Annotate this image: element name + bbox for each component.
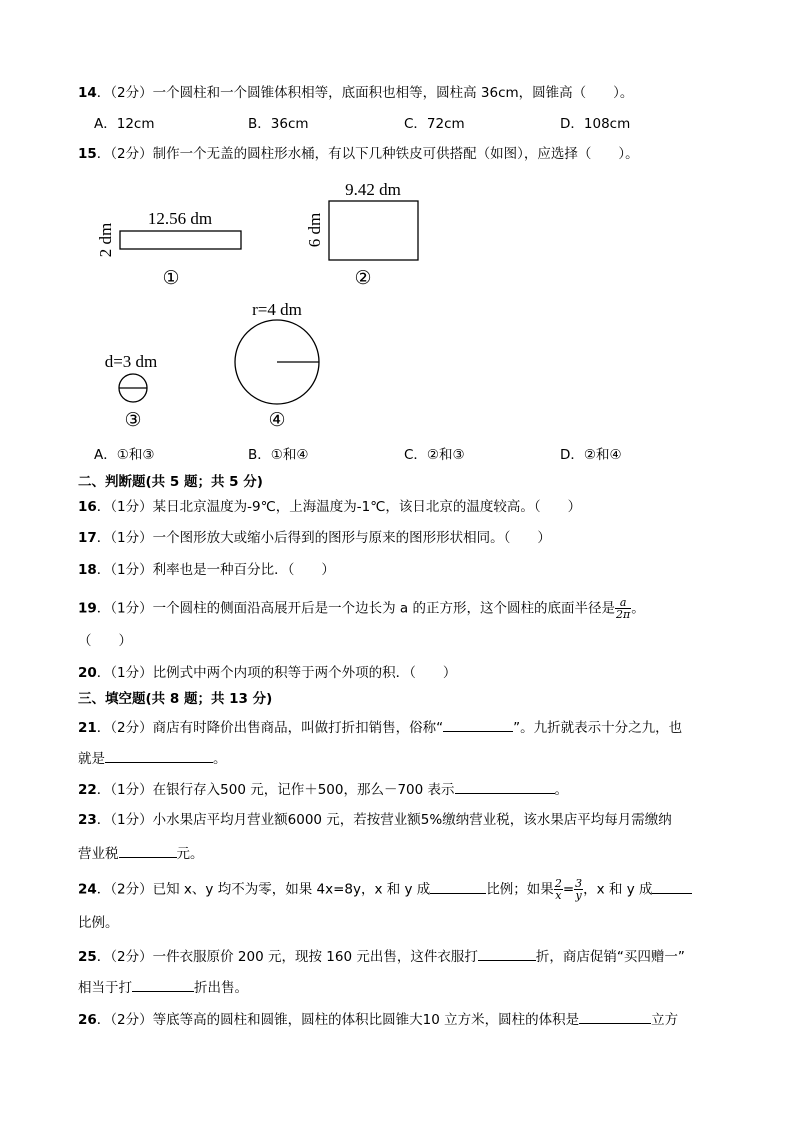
sheet-2-mark: ②: [354, 267, 372, 289]
question-text: ．（1分）一个图形放大或缩小后得到的图形与原来的图形形状相同。（ ）: [96, 530, 551, 546]
answer-blank[interactable]: [652, 879, 692, 894]
sheet-2-rectangle: [329, 201, 418, 260]
answer-blank[interactable]: [119, 843, 177, 858]
question-number: 18: [78, 562, 97, 578]
option-b: B．36cm: [248, 116, 309, 132]
question-number: 16: [78, 499, 97, 515]
option-c: C．②和③: [404, 447, 465, 463]
answer-blank[interactable]: [430, 879, 486, 894]
question-number: 20: [78, 665, 97, 681]
fraction-3-over-y: $\frac{3}{y}$: [575, 877, 583, 902]
question-24: 24．（2分）已知 x、y 均不为零，如果 4x=8y，x 和 y 成 比例；如果 $\frac{2}{x}$ = $\frac{3}{y}$ ，x 和 y 成: [78, 878, 692, 901]
sheet-4-mark: ④: [268, 409, 286, 431]
option-b: B．①和④: [248, 447, 309, 463]
sheet-1-height-label: 2 dm: [96, 222, 115, 258]
answer-blank[interactable]: [443, 717, 513, 732]
question-number: 24: [78, 881, 97, 898]
question-text: ．（2分）一个圆柱和一个圆锥体积相等，底面积也相等，圆柱高 36cm，圆锥高（ ）。: [96, 85, 634, 101]
question-23: 23．（1分）小水果店平均月营业额6000 元，若按营业额5%缴纳营业税，该水果店平均每月需缴纳: [78, 812, 672, 828]
answer-blank[interactable]: [132, 977, 194, 992]
question-number: 22: [78, 782, 97, 798]
question-number: 23: [78, 812, 97, 828]
question-23-line-2: 营业税 元。: [78, 843, 204, 863]
answer-blank[interactable]: [455, 779, 555, 794]
question-24-line-2: 比例。: [78, 915, 119, 931]
option-c: C．72cm: [404, 116, 465, 132]
question-20: [78, 664, 456, 682]
sheet-1-width-label: 12.56 dm: [147, 209, 213, 228]
question-number: 25: [78, 949, 97, 965]
question-21: 21．（2分）商店有时降价出售商品，叫做打折扣销售，俗称“ ”。九折就表示十分之九，也: [78, 717, 682, 737]
question-21-line-2: 就是 。: [78, 748, 227, 768]
question-number: 26: [78, 1012, 97, 1028]
answer-blank[interactable]: [579, 1009, 651, 1024]
fraction-a-over-2pi: $\frac{a}{2\pi}$: [616, 596, 631, 621]
question-16: [78, 498, 581, 516]
question-25-line-2: 相当于打 折出售。: [78, 977, 248, 997]
question-number: 19: [78, 600, 97, 617]
option-d: D．108cm: [560, 116, 631, 132]
question-text: ．（1分）利率也是一种百分比．（ ）: [96, 562, 335, 578]
sheet-1-mark: ①: [162, 267, 180, 289]
section-heading-judgement: 二、判断题(共 5 题；共 5 分): [78, 474, 263, 490]
sheet-3-label: d=3 dm: [104, 352, 158, 371]
question-number: 17: [78, 530, 97, 546]
option-a: A．①和③: [94, 447, 155, 463]
sheet-2-width-label: 9.42 dm: [345, 180, 401, 199]
question-18: [78, 561, 335, 579]
question-text: ．（1分）一个圆柱的侧面沿高展开后是一个边长为 a 的正方形，这个圆柱的底面半径是: [96, 600, 615, 617]
question-25: 25．（2分）一件衣服原价 200 元，现按 160 元出售，这件衣服打 折，商店促销“买四赠一”: [78, 946, 685, 966]
question-17: [78, 529, 551, 547]
sheet-4-label: r=4 dm: [252, 300, 302, 319]
question-22: 22．（1分）在银行存入500 元，记作＋500，那么－700 表示 。: [78, 779, 568, 799]
answer-blank[interactable]: [105, 748, 213, 763]
sheet-3-mark: ③: [124, 409, 142, 431]
option-d: D．②和④: [560, 447, 622, 463]
question-text: ．（2分）制作一个无盖的圆柱形水桶，有以下几种铁皮可供搭配（如图），应选择（ ）。: [96, 146, 639, 162]
answer-blank[interactable]: [478, 946, 536, 961]
sheet-1-rectangle: [120, 231, 241, 249]
question-text: ．（1分）比例式中两个内项的积等于两个外项的积．（ ）: [96, 665, 457, 681]
question-text: ．（1分）某日北京温度为-9℃，上海温度为-1℃，该日北京的温度较高。（ ）: [96, 499, 582, 515]
sheet-2-height-label: 6 dm: [305, 212, 324, 248]
question-19-answer-bracket: （ ）: [78, 633, 132, 649]
question-number: 14: [78, 85, 97, 101]
question-number: 21: [78, 720, 97, 736]
fraction-2-over-x: $\frac{2}{x}$: [554, 877, 562, 902]
question-19: 19．（1分）一个圆柱的侧面沿高展开后是一个边长为 a 的正方形，这个圆柱的底面半径是 $\frac{a}{2\pi}$ 。: [78, 596, 645, 621]
question-26: 26．（2分）等底等高的圆柱和圆锥，圆柱的体积比圆锥大10 立方米，圆柱的体积是 立方: [78, 1009, 678, 1029]
option-a: A．12cm: [94, 116, 155, 132]
section-heading-fill-in: 三、填空题(共 8 题；共 13 分): [78, 691, 273, 707]
question-number: 15: [78, 146, 97, 162]
